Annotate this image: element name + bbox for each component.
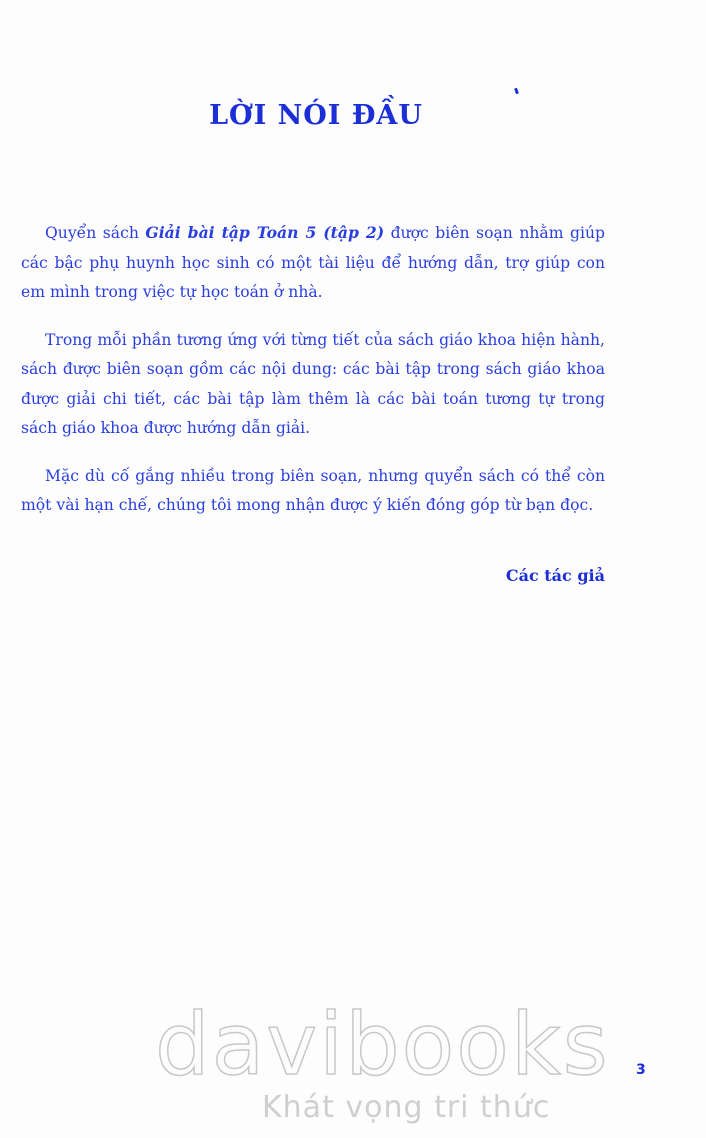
preface-body [21,218,605,539]
book-title-emphasis: Giải bài tập Toán 5 (tập 2) [145,223,385,242]
signature: Các tác giả [505,566,605,585]
paragraph-2: Trong mỗi phần tương ứng với từng tiết của sách giáo khoa hiện hành, sách được biên soạn gồm các nội dung: các bài tập trong sách giáo khoa được giải chi tiết, các bài tập làm thêm là các bài toán tương tự trong sách giáo khoa được hướng dẫn giải. [21,330,605,437]
ink-speck [514,88,519,95]
paragraph-1-after: được biên soạn nhằm giúp các bậc phụ huynh học sinh có một tài liệu để hướng dẫn, trợ giúp con em mình trong việc tự học toán ở nhà. [21,224,606,301]
watermark-tagline: Khát vọng tri thức [262,1090,551,1125]
page-number: 3 [636,1062,646,1078]
page-title: LỜI NÓI ĐẦU [209,100,423,132]
watermark-brand: davibooks [155,995,610,1095]
paragraph-1 [21,218,605,308]
paragraph-3: Mặc dù cố gắng nhiều trong biên soạn, nhưng quyển sách có thể còn một vài hạn chế, chúng tôi mong nhận được ý kiến đóng góp từ bạn đọc. [21,466,605,514]
paragraph-1-before: Quyển sách [45,224,146,242]
